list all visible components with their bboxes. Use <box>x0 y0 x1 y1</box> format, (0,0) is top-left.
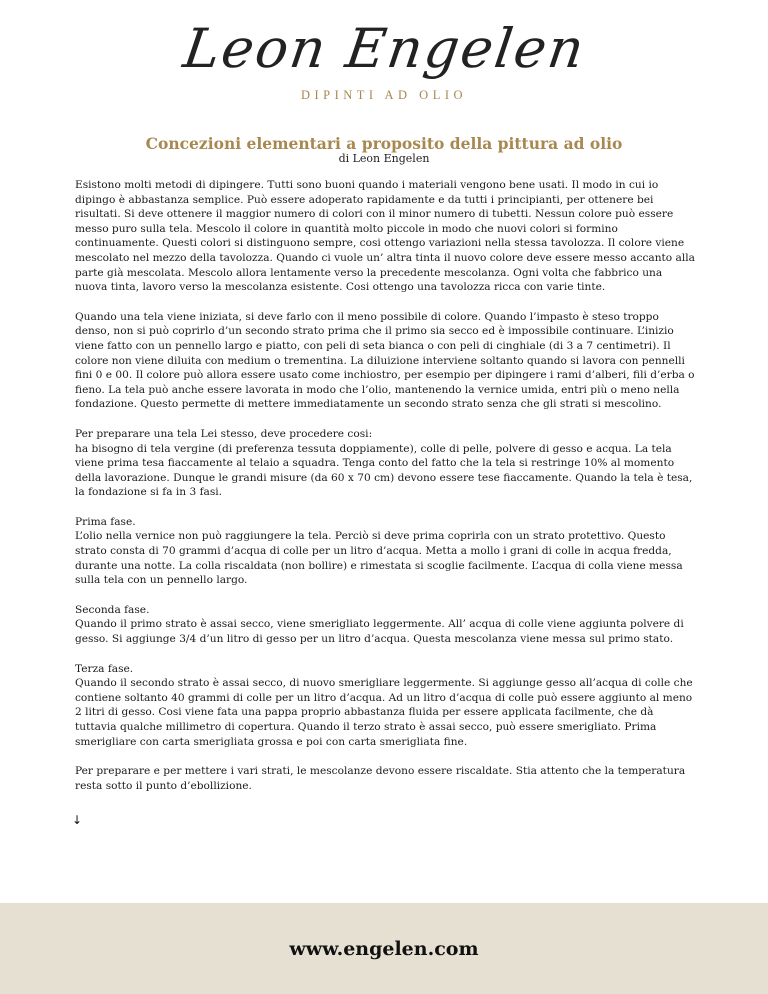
paragraph-third-phase: Terza fase. Quando il secondo strato è assai secco, di nuovo smerigliare leggermente. Si aggiunge gesso all’acqua di colle che contiene soltanto 40 grammi di colle per un litro d’acqua. Ad un litro d’acqua di colle può essere aggiunto al meno 2 litri di gesso. Cosi viene fata una pappa proprio abbastanza fluida per essere applicata facilmente, che dà tuttavia qualche millimetro di copertura. Quando il terzo strato è assai secco, può essere smerigliato. Prima smerigliare con carta smerigliata grossa e poi con carta smerigliata fine. <box>75 662 693 748</box>
down-arrow-icon[interactable]: ↓ <box>72 813 83 827</box>
paragraph-heating-note: Per preparare e per mettere i vari strati, le mescolanze devono essere riscaldate. Stia attento che la temperatura resta sotto il punto d’ebollizione. <box>75 765 686 792</box>
paragraph-second-phase: Seconda fase. Quando il primo strato è assai secco, viene smerigliato leggermente. All’ acqua di colle viene aggiunta polvere di gesso. Si aggiunge 3/4 d’un litro di gesso per un litro d’acqua. Questa mescolanza viene messa sul primo stato. <box>75 603 684 646</box>
logo-name: Leon Engelen <box>179 17 589 80</box>
paragraph-intro: Esistono molti metodi di dipingere. Tutti sono buoni quando i materiali vengono bene usati. Il modo in cui io dipingo è abbastanza semplice. Può essere adoperato rapidamente e da tutti i principianti, per ottenere bei risultati. Si deve ottenere il maggior numero di colori con il minor numero di tubetti. Nessun colore può essere messo puro sulla tela. Mescolo il colore in quantità molto piccole in modo che nuovi colori si formino continuamente. Questi colori si distinguono sempre, cosi ottengo variazioni nella stessa tavolozza. Il colore viene mescolato nel mezzo della tavolozza. Quando ci vuole un’ altra tinta il nuovo colore deve essere messo accanto alla parte già mescolata. Mescolo allora lentamente verso la precedente mescolanza. Ogni volta che fabbrico una nuova tinta, lavoro verso la mescolanza esistente. Cosi ottengo una tavolozza ricca con varie tinte. <box>75 179 695 294</box>
footer-band <box>0 903 768 994</box>
document-author: di Leon Engelen <box>338 152 430 165</box>
document-body <box>75 178 695 808</box>
brand-logo <box>0 10 768 103</box>
document-title: Concezioni elementari a proposito della pittura ad olio <box>145 134 623 153</box>
paragraph-first-phase: Prima fase. L’olio nella vernice non può raggiungere la tela. Perciò si deve prima coprirla con un strato protettivo. Questo strato consta di 70 grammi d’acqua di colle per un litro d’acqua. Metta a mollo i grani di colle in acqua fredda, durante una notte. La colla riscaldata (non bollire) e rimestata si scoglie facilmente. L’acqua di colla viene messa sulla tela con un pennello largo. <box>75 515 683 587</box>
logo-tagline: DIPINTI AD OLIO <box>300 88 468 102</box>
website-link[interactable]: www.engelen.com <box>289 937 479 960</box>
paragraph-starting-canvas: Quando una tela viene iniziata, si deve farlo con il meno possibile di colore. Quando l’impasto è steso troppo denso, non si può coprirlo d’un secondo strato prima che il primo sia secco ed è impossibile continuare. L’inizio viene fatto con un pennello largo e piatto, con peli di seta bianca o con peli di cinghiale (di 3 a 7 centimetri). Il colore non viene diluita con medium o trementina. La diluizione interviene soltanto quando si lavora con pennelli fini 0 e 00. Il colore può allora essere usato come inchiostro, per esempio per dipingere i rami d’alberi, fili d’erba o fieno. La tela può anche essere lavorata in modo che l’olio, mantenendo la vernice umida, entri più o meno nella fondazione. Questo permette di mettere immediatamente un secondo strato senza che gli strati si mescolino. <box>75 310 695 411</box>
paragraph-preparing-canvas: Per preparare una tela Lei stesso, deve procedere cosi: ha bisogno di tela vergine (di preferenza tessuta doppiamente), colle di pelle, polvere di gesso e acqua. La tela viene prima tesa fiaccamente al telaio a squadra. Tenga conto del fatto che la tela si restringe 10% al momento della lavorazione. Dunque le grandi misure (da 60 x 70 cm) devono essere tese fiaccamente. Quando la tela è tesa, la fondazione si fa in 3 fasi. <box>75 427 693 499</box>
